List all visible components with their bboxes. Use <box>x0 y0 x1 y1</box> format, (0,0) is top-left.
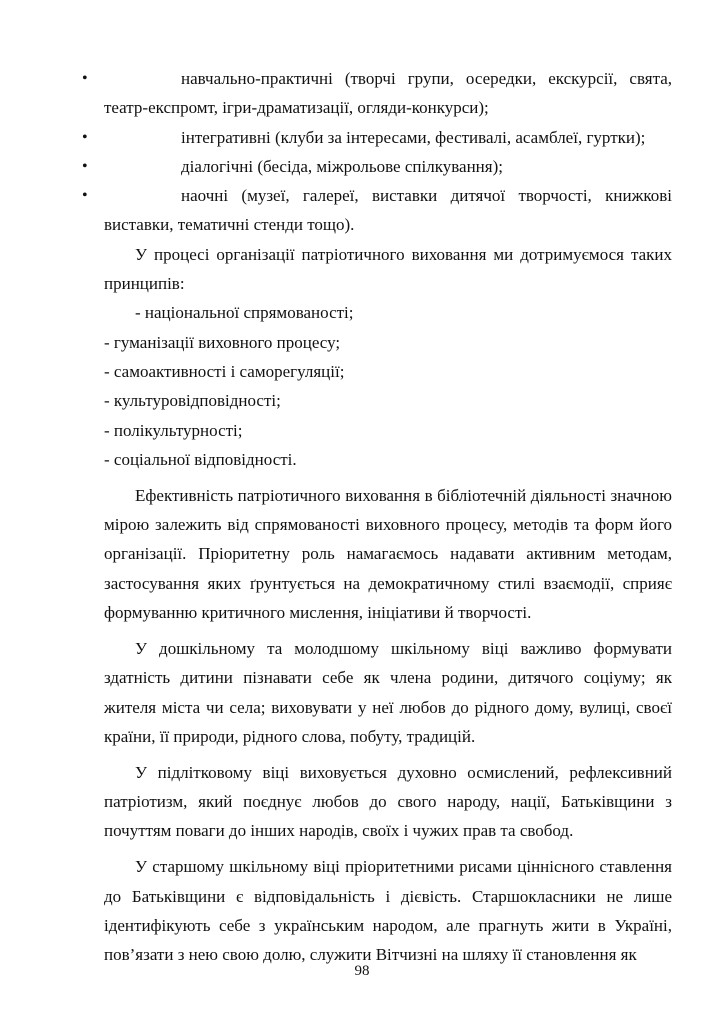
bullet-icon: • <box>82 187 88 205</box>
bullet-icon: • <box>82 70 88 87</box>
paragraph-effectiveness: Ефективність патріотичного виховання в бібліотечній діяльності значною мірою залежить від спрямованості виховного процесу, методів та форм його організації. Пріоритетну роль намагаємось надавати активним методам, застосування яких ґрунтується на демократичному стилі взаємодії, сприяє формуванню критичного мислення, ініціативи й творчості. <box>104 485 672 623</box>
page-content <box>82 64 672 970</box>
bullet-text: діалогічні (бесіда, міжрольове спілкування); <box>181 156 503 176</box>
principle-item: - соціальної відповідності. <box>104 449 297 469</box>
bullet-text: наочні (музеї, галереї, виставки дитячої творчості, книжкові виставки, тематичні стенди тощо). <box>104 186 672 235</box>
principle-item: - полікультурності; <box>104 420 243 440</box>
principle-item: - гуманізації виховного процесу; <box>104 332 341 352</box>
bullet-item-dialogic <box>82 152 672 181</box>
bullet-icon: • <box>82 157 88 175</box>
principles-intro: У процесі організації патріотичного виховання ми дотримуємося таких принципів: <box>104 244 672 294</box>
paragraph-preschool: У дошкільному та молодшому шкільному віці важливо формувати здатність дитини пізнавати себе як члена родини, дитячого соціуму; як жителя міста чи села; виховувати у неї любов до рідного дому, вулиці, своєї країни, її природи, рідного слова, побуту, традицій. <box>104 639 672 746</box>
principle-item: - культуровідповідності; <box>104 391 281 411</box>
bullet-item-integrative <box>82 123 672 152</box>
bullet-text: інтегративні (клуби за інтересами, фестивалі, асамблеї, гуртки); <box>181 127 646 147</box>
principle-item: - національної спрямованості; <box>135 303 354 323</box>
bullet-item-practical <box>82 64 672 123</box>
principle-item: - самоактивності і саморегуляції; <box>104 361 345 381</box>
page-number: 98 <box>354 963 370 979</box>
bullet-item-visual <box>82 181 672 240</box>
bullet-text: навчально-практичні (творчі групи, осередки, екскурсії, свята, театр-експромт, ігри-драматизації, огляди-конкурси); <box>104 69 672 118</box>
paragraph-senior-school: У старшому шкільному віці пріоритетними рисами ціннісного ставлення до Батьківщини є відповідальність і дієвість. Старшокласники не лише ідентифікують себе з українським народом, але прагнуть жити в Україні, пов’язати з нею свою долю, служити Вітчизні на шляху її становлення як <box>104 857 672 965</box>
paragraph-adolescent: У підлітковому віці виховується духовно осмислений, рефлексивний патріотизм, який поєднує любов до свого народу, нації, Батьківщини з почуттям поваги до інших народів, своїх і чужих прав та свобод. <box>104 762 672 841</box>
bullet-icon: • <box>82 128 88 146</box>
